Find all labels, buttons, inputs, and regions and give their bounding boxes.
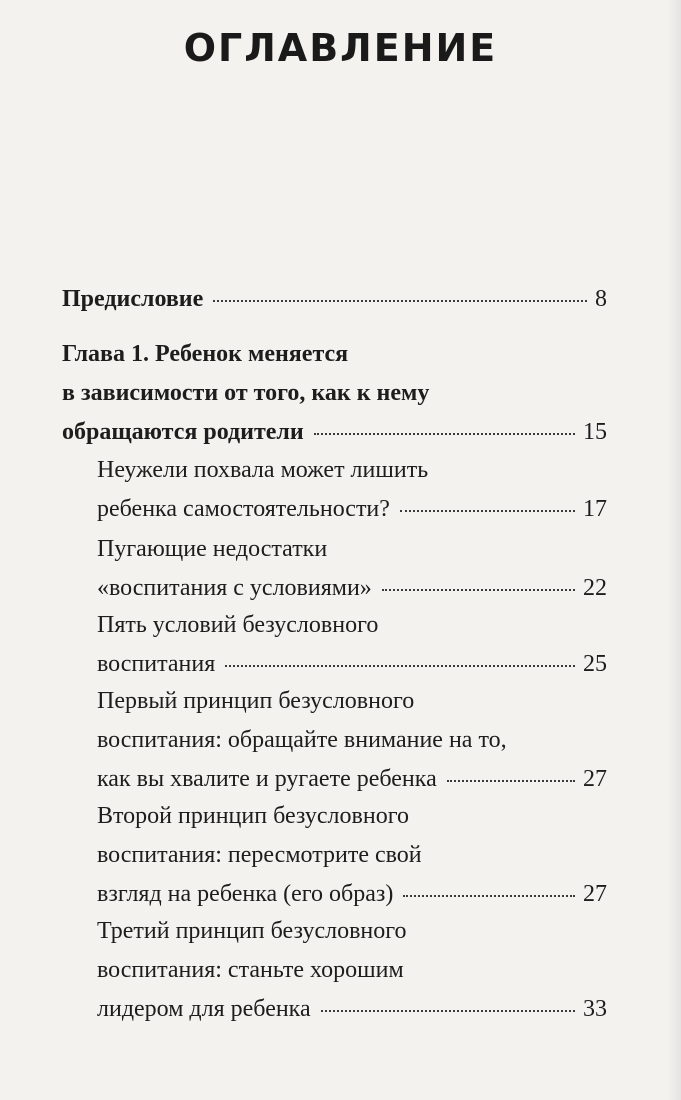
toc-entry-title: Пугающие недостатки xyxy=(97,536,328,562)
toc-entry-title: в зависимости от того, как к нему xyxy=(62,380,430,406)
toc-entry-section[interactable] xyxy=(97,686,607,794)
dot-leader xyxy=(321,1009,575,1012)
toc-entry-title: Пять условий безусловного xyxy=(97,612,379,638)
toc-page-number: 27 xyxy=(583,881,607,907)
toc-page-number: 33 xyxy=(583,996,607,1022)
dot-leader xyxy=(382,588,575,591)
toc-page-number: 15 xyxy=(583,419,607,445)
toc-page-number: 8 xyxy=(595,286,607,312)
dot-leader xyxy=(213,299,587,302)
toc-entry-title: Первый принцип безусловного xyxy=(97,688,415,714)
toc-entry-title: обращаются родители xyxy=(62,419,304,445)
toc-entry-title: воспитания xyxy=(97,651,216,677)
toc-entry-preface[interactable] xyxy=(62,284,607,314)
toc-entry-section[interactable] xyxy=(97,455,607,524)
toc-entry-section[interactable] xyxy=(97,916,607,1024)
toc-entry-title: Предисловие xyxy=(62,286,204,312)
toc-entry-title: взгляд на ребенка (его образ) xyxy=(97,881,394,907)
page-title: ОГЛАВЛЕНИЕ xyxy=(183,26,498,70)
dot-leader xyxy=(400,509,575,512)
dot-leader xyxy=(314,432,575,435)
toc-entry-section[interactable] xyxy=(97,534,607,603)
toc-page-number: 17 xyxy=(583,496,607,522)
toc-entry-title: лидером для ребенка xyxy=(97,996,311,1022)
dot-leader xyxy=(447,779,575,782)
dot-leader xyxy=(225,664,575,667)
toc-entry-title: Глава 1. Ребенок меняется xyxy=(62,341,349,367)
toc-entry-title: воспитания: пересмотрите свой xyxy=(97,842,422,868)
dot-leader xyxy=(403,894,575,897)
toc-entry-title: Второй принцип безусловного xyxy=(97,803,409,829)
toc-entry-section[interactable] xyxy=(97,610,607,679)
toc-entry-title: Третий принцип безусловного xyxy=(97,918,407,944)
toc-entry-title: «воспитания с условиями» xyxy=(97,575,372,601)
toc-entry-section[interactable] xyxy=(97,801,607,909)
toc-entry-title: ребенка самостоятельности? xyxy=(97,496,390,522)
toc-page-number: 22 xyxy=(583,575,607,601)
toc-entry-chapter-1[interactable] xyxy=(62,339,607,447)
toc-entry-title: воспитания: станьте хорошим xyxy=(97,957,404,983)
toc-entry-title: воспитания: обращайте внимание на то, xyxy=(97,727,507,753)
toc-page-number: 27 xyxy=(583,766,607,792)
toc-page-number: 25 xyxy=(583,651,607,677)
toc-entry-title: как вы хвалите и ругаете ребенка xyxy=(97,766,437,792)
toc-entry-title: Неужели похвала может лишить xyxy=(97,457,429,483)
